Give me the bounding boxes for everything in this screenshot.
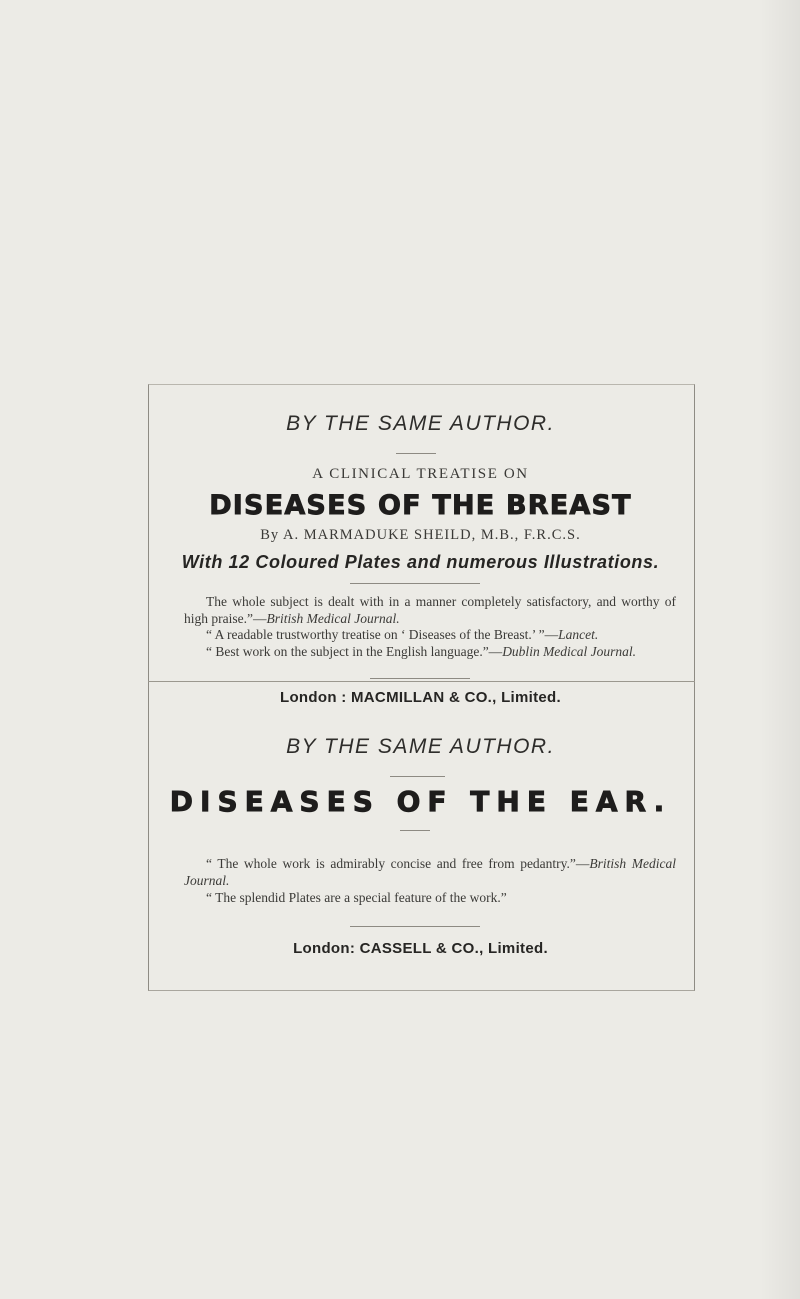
book1-title: DISEASES OF THE BREAST <box>209 490 632 521</box>
book1-review-2 <box>184 627 676 644</box>
review-source: Lancet. <box>558 627 599 642</box>
book2-title-rule <box>400 830 430 831</box>
review-quote: The whole subject is dealt with in a manner completely satisfactory, and worthy of high praise.”— <box>184 594 676 626</box>
section-divider <box>148 681 695 682</box>
review-source: Dublin Medical Journal. <box>502 644 637 659</box>
page-edge-shadow <box>760 0 800 1299</box>
book1-header: BY THE SAME AUTHOR. <box>286 412 555 435</box>
book1-plates-line: With 12 Coloured Plates and numerous Illustrations. <box>181 552 660 572</box>
book1-review-rule <box>370 678 470 679</box>
book2-review-rule <box>350 926 480 927</box>
book2-title: DISEASES OF THE EAR. <box>169 785 672 818</box>
review-quote: “ Best work on the subject in the English language.”— <box>206 644 503 659</box>
book1-author: By A. MARMADUKE SHEILD, M.B., F.R.C.S. <box>260 527 581 543</box>
book2-review-1 <box>184 856 676 889</box>
review-quote: “ A readable trustworthy treatise on ‘ Diseases of the Breast.’ ”— <box>206 627 559 642</box>
book1-subtitle: A CLINICAL TREATISE ON <box>312 466 529 482</box>
book2-header-rule <box>390 776 445 777</box>
book2-header: BY THE SAME AUTHOR. <box>286 735 555 758</box>
review-quote: “ The splendid Plates are a special feature of the work.” <box>206 890 507 905</box>
book1-publisher: London : MACMILLAN & CO., Limited. <box>280 689 561 706</box>
book2-publisher: London: CASSELL & CO., Limited. <box>293 940 548 957</box>
book2-review-2 <box>184 890 676 907</box>
book1-header-rule <box>396 453 436 454</box>
book1-review-3 <box>184 644 676 661</box>
book1-review-1 <box>184 594 676 627</box>
review-source: British Medical Journal. <box>184 856 676 888</box>
review-quote: “ The whole work is admirably concise and free from pedantry.”— <box>206 856 590 871</box>
book1-plates-rule <box>350 583 480 584</box>
review-source: British Medical Journal. <box>266 610 400 626</box>
